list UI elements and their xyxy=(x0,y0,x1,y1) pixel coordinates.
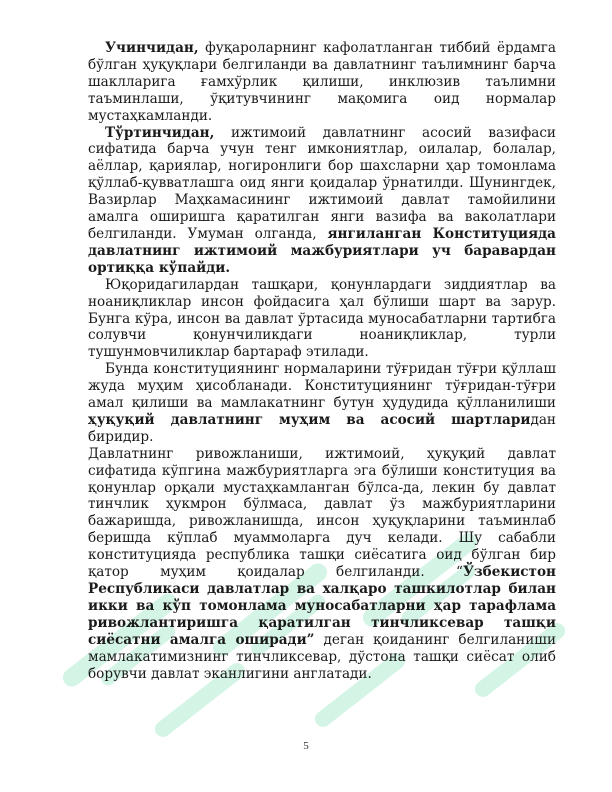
document-body xyxy=(88,40,556,682)
paragraph-2-emphasis: янгиланган Конституцияда давлатнинг ижтимоий мажбуриятлари уч баравардан ортиққа кўпайди. xyxy=(88,225,556,276)
paragraph-5-text: Давлатнинг ривожланиши, ижтимоий, ҳуқуқий давлат сифатида кўпгина мажбуриятларга эга бўлиши конституция ва қонунлар орқали мустаҳкамланган бўлса-да, лекин бу давлат тинчлик ҳукмрон бўлмаса, давлат ўз мажбуриятларини бажаришда, ривожланишда, инсон ҳуқуқларини таъминлаб беришда кўплаб муаммоларга дуч келади. Шу сабабли конституцияда республика ташқи сиёсатига оид бўлган бир қатор муҳим қоидалар белгиланди. “ xyxy=(88,445,556,581)
paragraph-3 xyxy=(88,277,556,362)
paragraph-1-text: фуқароларнинг кафолатланган тиббий ёрдамга бўлган ҳуқуқлари белгиланди ва давлатнинг таълимнинг барча шаклларига ғамхўрлик қилиши, инклюзив таълимни таъминлаши, ўқитувчининг мақомига оид нормалар мустаҳкамланди. xyxy=(88,40,556,124)
paragraph-4 xyxy=(88,361,556,446)
paragraph-2 xyxy=(88,125,556,277)
page-number: 5 xyxy=(303,740,309,752)
paragraph-4-suffix: дан биридир. xyxy=(88,411,556,445)
paragraph-5 xyxy=(88,446,556,683)
paragraph-4-emphasis: ҳуқуқий давлатнинг муҳим ва асосий шартлари xyxy=(88,411,531,428)
paragraph-1 xyxy=(88,40,556,125)
paragraph-3-text: Юқоридагилардан ташқари, қонунлардаги зиддиятлар ва ноаниқликлар инсон фойдасига ҳал бўлиши шарт ва зарур. Бунга кўра, инсон ва давлат ўртасида муносабатларни тартибга солувчи қонунчиликдаги ноаниқликлар, турли тушунмовчиликлар бартараф этилади. xyxy=(88,276,556,361)
paragraph-5-quote: Ўзбекистон Республикаси давлатлар ва халқаро ташкилотлар билан икки ва кўп томонлама муносабатларни ҳар тарафлама ривожлантиришга қаратилган тинчликсевар ташқи сиёсатни амалга оширади” xyxy=(88,564,556,648)
paragraph-2-text: ижтимоий давлатнинг асосий вазифаси сифатида барча учун тенг имкониятлар, оилалар, болалар, аёллар, қариялар, ногиронлиги бор шахсларни ҳар томонлама қўллаб-қувватлашга оид янги қоидалар ўрнатилди. Шунингдек, Вазирлар Маҳкамасининг ижтимоий давлат тамойилини амалга оширишга қаратилган янги вазифа ва ваколатлари белгиланди. Умуман олганда, xyxy=(88,124,556,242)
paragraph-1-lead: Учинчидан, xyxy=(105,40,199,56)
paragraph-4-text: Бунда конституциянинг нормаларини тўғридан тўғри қўллаш жуда муҳим ҳисобланади. Конституциянинг тўғридан-тўғри амал қилиши ва мамлакатнинг бутун ҳудудида қўлланилиши xyxy=(88,361,556,412)
paragraph-2-lead: Тўртинчидан, xyxy=(105,124,215,141)
paragraph-5-conclusion: деган қоиданинг белгиланиши мамлакатимизнинг тинчликсевар, дўстона ташқи сиёсат олиб борувчи давлат эканлигини англатади. xyxy=(88,631,557,682)
